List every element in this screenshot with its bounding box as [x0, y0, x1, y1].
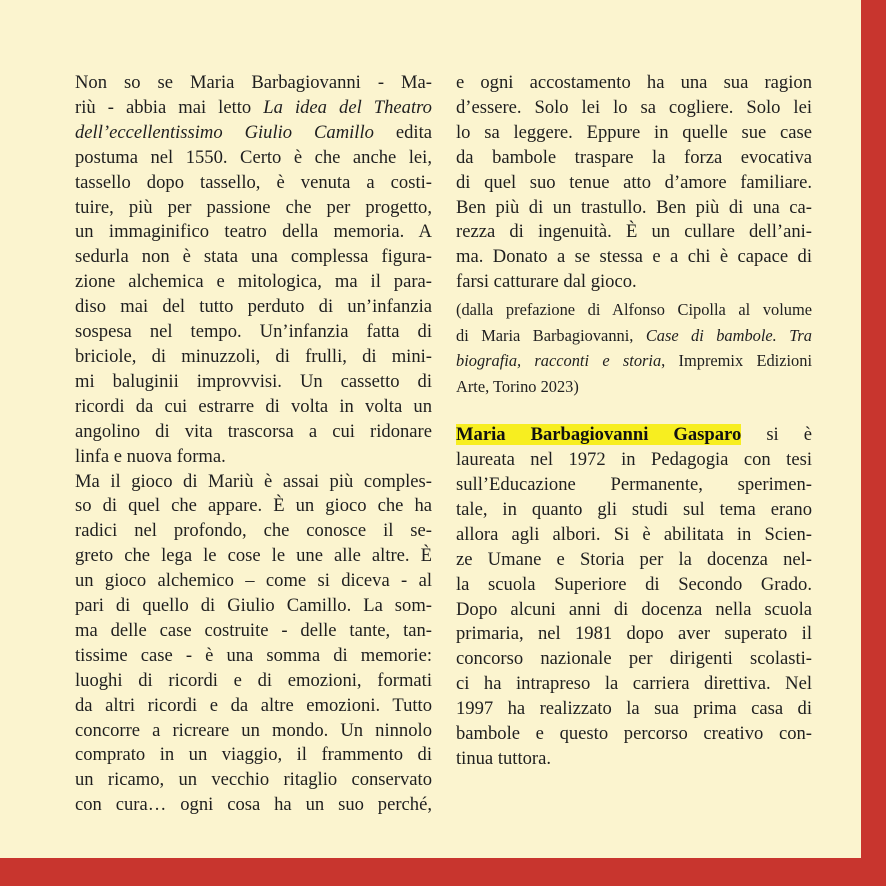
text-line: tinua tuttora.: [456, 747, 552, 769]
book-title: Case di bambole. Tra: [645, 325, 812, 345]
spacer: [456, 399, 812, 423]
text-line: postuma nel 1550. Certo è che anche lei,: [75, 146, 432, 168]
text-line: riù - abbia mai letto La idea del Theatro: [75, 96, 432, 118]
text-line: angolino di vita trascorsa a cui ridonare: [75, 420, 432, 442]
text-line: laureata nel 1972 in Pedagogia con tesi: [456, 449, 812, 471]
text-line: bambole e questo percorso creativo con-: [456, 723, 812, 745]
text-line: ma. Donato a se stessa e a chi è capace di: [456, 246, 812, 268]
book-title: La idea del Theatro: [263, 96, 432, 118]
text-line: da altri ricordi e da altre emozioni. Tutto: [75, 694, 432, 716]
text-line: zione alchemica e mitologica, ma il para-: [75, 271, 432, 293]
text-line: Ben più di un trastullo. Ben più di una ca-: [456, 196, 812, 218]
text-line: primaria, nel 1981 dopo aver superato il: [456, 623, 812, 645]
paragraph-gioco: [75, 470, 432, 819]
text-line: sedurla non è stata una complessa figura-: [75, 246, 432, 268]
text-line: dell’eccellentissimo Giulio Camillo edita: [75, 121, 432, 143]
text-line: un ricamo, un vecchio ritaglio conservato: [75, 769, 432, 791]
paragraph-author-bio: [456, 423, 812, 772]
text-line: rezza di ingenuità. È un cullare dell’ani-: [456, 221, 812, 243]
caption-line: biografia, racconti e storia, Impremix Edizioni: [456, 351, 813, 371]
text-line: d’essere. Solo lei lo sa cogliere. Solo lei: [456, 96, 812, 118]
text-line: ci ha intrapreso la carriera direttiva. Nel: [456, 673, 812, 695]
text-line: la scuola Superiore di Secondo Grado.: [456, 573, 812, 595]
text-line: 1997 ha realizzato la sua prima casa di: [456, 698, 812, 720]
text-line: diso mai del tutto perduto di un’infanzia: [75, 296, 432, 318]
text-line: un gioco alchemico – come si diceva - al: [75, 570, 432, 592]
text-line: sospesa nel tempo. Un’infanzia fatta di: [75, 321, 432, 343]
text-line: pari di quello di Giulio Camillo. La som-: [75, 595, 432, 617]
text-line: briciole, di minuzzoli, di frulli, di mini-: [75, 345, 432, 367]
text-line: tuire, più per passione che per progetto,: [75, 196, 432, 218]
text-line: linfa e nuova forma.: [75, 445, 226, 467]
text-line: radici nel profondo, che conosce il se-: [75, 520, 432, 542]
right-border-bar: [861, 0, 886, 886]
text-line: mi baluginii improvvisi. Un cassetto di: [75, 370, 432, 392]
text-line: Ma il gioco di Mariù è assai più comples-: [75, 470, 432, 492]
right-text-column: [456, 71, 812, 772]
text-line: tassello dopo tassello, è venuta a costi-: [75, 171, 432, 193]
text-line: tissime case - è una somma di memorie:: [75, 644, 432, 666]
text-line: sull’Educazione Permanente, sperimen-: [456, 473, 812, 495]
caption-line: di Maria Barbagiovanni, Case di bambole. Tra: [456, 325, 812, 345]
text-line: tale, in quanto gli studi sul tema erano: [456, 498, 812, 520]
source-caption: [456, 297, 812, 399]
paragraph-continuation: [456, 71, 812, 295]
caption-line: Arte, Torino 2023): [456, 376, 579, 396]
text-line: greto che lega le cose le une alle altre. È: [75, 545, 432, 567]
text-line: comprato in un viaggio, il frammento di: [75, 744, 432, 766]
text-line: ricordi da cui estrarre di volta in volta un: [75, 395, 432, 417]
text-line: concorso nazionale per dirigenti scolasti-: [456, 648, 812, 670]
text-line: farsi catturare dal gioco.: [456, 271, 637, 293]
text-line: di quel suo tenue atto d’amore familiare.: [456, 171, 812, 193]
text-line: un immaginifico teatro della memoria. A: [75, 221, 432, 243]
text-line: so di quel che appare. È un gioco che ha: [75, 495, 432, 517]
text-line: lo sa leggere. Eppure in quelle sue case: [456, 121, 812, 143]
text-line: allora agli albori. Si è abilitata in Scien-: [456, 523, 812, 545]
text-line: ze Umane e Storia per la docenza nel-: [456, 548, 812, 570]
book-title: biografia, racconti e storia: [456, 351, 662, 371]
book-title: dell’eccellentissimo Giulio Camillo: [75, 121, 374, 143]
text-line: con cura… ogni cosa ha un suo perché,: [75, 794, 432, 816]
text-line: Dopo alcuni anni di docenza nella scuola: [456, 598, 812, 620]
text-line: Maria Barbagiovanni Gasparo si è: [456, 424, 813, 446]
text-line: e ogni accostamento ha una sua ragion: [456, 72, 812, 93]
paragraph-intro: [75, 71, 432, 470]
text-line: ma delle case costruite - delle tante, tan-: [75, 619, 432, 641]
author-name-highlight: Maria Barbagiovanni Gasparo: [456, 424, 742, 446]
text-line: luoghi di ricordi e di emozioni, formati: [75, 669, 432, 691]
text-line: concorre a ricreare un mondo. Un ninnolo: [75, 719, 432, 741]
left-text-column: [75, 71, 432, 818]
caption-line: (dalla prefazione di Alfonso Cipolla al volume: [456, 300, 812, 320]
text-line: da bambole traspare la forza evocativa: [456, 146, 812, 168]
bottom-border-bar: [0, 858, 886, 886]
text-line: Non so se Maria Barbagiovanni - Ma-: [75, 72, 432, 93]
